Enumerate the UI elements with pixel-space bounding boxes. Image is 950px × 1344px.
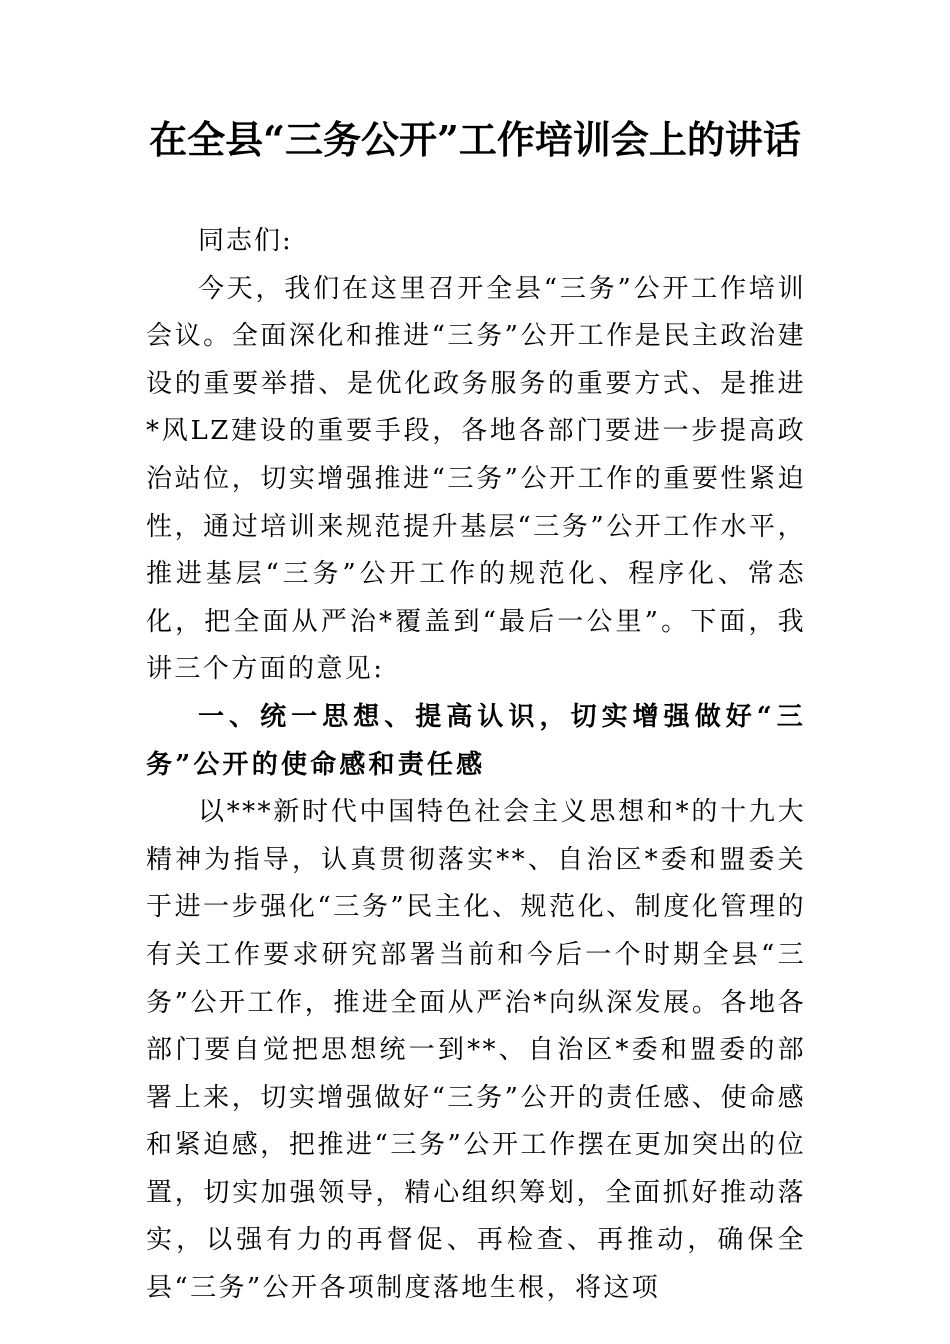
document-title: 在全县“三务公开”工作培训会上的讲话 bbox=[149, 117, 801, 162]
greeting: 同志们: bbox=[198, 226, 293, 256]
document-body bbox=[146, 218, 806, 1313]
section-heading: 一、统一思想、提高认识，切实增强做好“三务”公开的使命感和责任感 bbox=[146, 701, 806, 780]
intro-paragraph: 今天，我们在这里召开全县“三务”公开工作培训会议。全面深化和推进“三务”公开工作是民主政治建设的重要举措、是优化政务服务的重要方式、是推进*风LZ建设的重要手段，各地各部门要进一步提高政治站位，切实增强推进“三务”公开工作的重要性紧迫性，通过培训来规范提升基层“三务”公开工作水平，推进基层“三务”公开工作的规范化、程序化、常态化，把全面从严治*覆盖到“最后一公里”。下面，我讲三个方面的意见: bbox=[146, 273, 806, 685]
section-paragraph: 以***新时代中国特色社会主义思想和*的十九大精神为指导，认真贯彻落实**、自治区*委和盟委关于进一步强化“三务”民主化、规范化、制度化管理的有关工作要求研究部署当前和今后一个时期全县“三务”公开工作，推进全面从严治*向纵深发展。各地各部门要自觉把思想统一到**、自治区*委和盟委的部署上来，切实增强做好“三务”公开的责任感、使命感和紧迫感，把推进“三务”公开工作摆在更加突出的位置，切实加强领导，精心组织筹划，全面抓好推动落实，以强有力的再督促、再检查、再推动，确保全县“三务”公开各项制度落地生根，将这项 bbox=[146, 797, 806, 1304]
